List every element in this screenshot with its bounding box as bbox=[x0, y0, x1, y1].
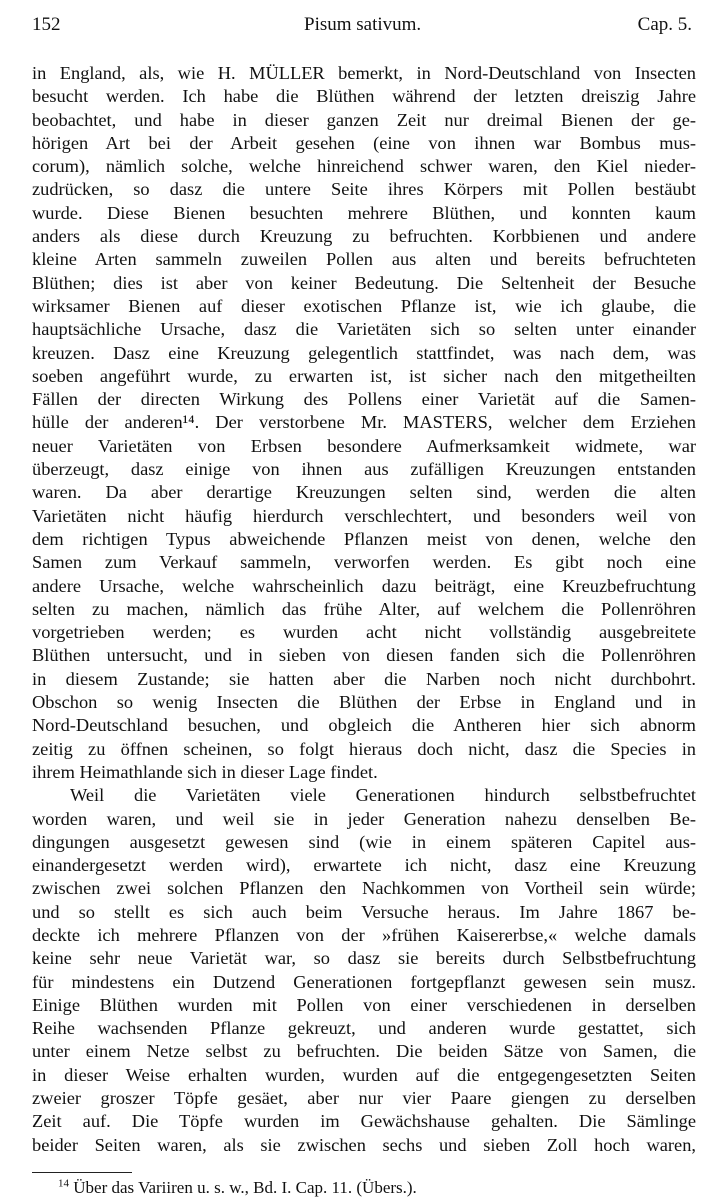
text-line: unter einem Netze selbst zu befruchten. Die beiden Sätze von Samen, die bbox=[32, 1041, 696, 1062]
text-line: ihrem Heimathlande sich in dieser Lage findet. bbox=[32, 761, 378, 782]
text-line: neuer Varietäten von Erbsen besondere Aufmerksamkeit widmete, war bbox=[32, 435, 696, 456]
text-line: besucht werden. Ich habe die Blüthen während der letzten dreiszig Jahre bbox=[32, 86, 696, 107]
text-line: in dieser Weise erhalten wurden, wurden auf die entgegengesetzten Seiten bbox=[32, 1064, 696, 1085]
text-line: anders als diese durch Kreuzung zu befruchten. Korbbienen und andere bbox=[32, 226, 696, 247]
text-line: kleine Arten sammeln zuweilen Pollen aus alten und bereits befruchteten bbox=[32, 249, 696, 270]
footnote-text: Über das Variiren u. s. w., Bd. I. Cap. 11. (Übers.). bbox=[73, 1178, 417, 1197]
footnote bbox=[58, 1178, 417, 1198]
text-line: Varietäten nicht häufig hierdurch verschlechtert, und besonders weil von bbox=[32, 505, 696, 526]
text-line: und so stellt es sich auch beim Versuche heraus. Im Jahre 1867 be- bbox=[32, 901, 696, 922]
text-line: in diesem Zustande; sie hatten aber die Narben noch nicht durchbohrt. bbox=[32, 668, 696, 689]
text-line: andere Ursache, welche wahrscheinlich dazu beiträgt, eine Kreuzbefruchtung bbox=[32, 575, 696, 596]
footnote-marker: 14 bbox=[58, 1177, 69, 1190]
text-line: zwischen zwei solchen Pflanzen den Nachkommen von Vortheil sein würde; bbox=[32, 878, 696, 899]
text-line: keine sehr neue Varietät war, so dasz sie bereits durch Selbstbefruchtung bbox=[32, 948, 696, 969]
text-line: Blüthen untersucht, und in sieben von diesen fanden sich die Pollenröhren bbox=[32, 645, 696, 666]
body-text bbox=[32, 62, 696, 1157]
text-line: corum), nämlich solche, welche hinreichend schwer waren, den Kiel nieder- bbox=[32, 156, 696, 177]
running-title: Pisum sativum. bbox=[304, 14, 422, 35]
text-line: Weil die Varietäten viele Generationen hindurch selbstbefruchtet bbox=[70, 785, 696, 806]
text-line: beobachtet, und habe in dieser ganzen Zeit nur dreimal Bienen der ge- bbox=[32, 109, 696, 130]
footnote-rule bbox=[32, 1172, 132, 1173]
page-header bbox=[32, 14, 692, 40]
text-line: Nord-Deutschland besuchen, und obgleich die Antheren hier sich abnorm bbox=[32, 715, 696, 736]
text-line: in England, als, wie H. MÜLLER bemerkt, in Nord-Deutschland von Insecten bbox=[32, 63, 696, 83]
text-line: selten zu machen, nämlich das frühe Alter, auf welchem die Pollenröhren bbox=[32, 598, 696, 619]
page-number: 152 bbox=[32, 14, 61, 35]
text-line: hülle der anderen¹⁴. Der verstorbene Mr. MASTERS, welcher dem Erziehen bbox=[32, 412, 696, 433]
text-line: waren. Da aber derartige Kreuzungen selten sind, werden die alten bbox=[32, 482, 696, 503]
text-line: Einige Blüthen wurden mit Pollen von einer verschiedenen in derselben bbox=[32, 994, 696, 1015]
text-line: wurde. Diese Bienen besuchten mehrere Blüthen, und konnten kaum bbox=[32, 202, 696, 223]
text-line: deckte ich mehrere Pflanzen von der »frühen Kaisererbse,« welche damals bbox=[32, 924, 696, 945]
text-line: zudrücken, so dasz die untere Seite ihres Körpers mit Pollen bestäubt bbox=[32, 179, 696, 200]
text-line: Fällen der directen Wirkung des Pollens einer Varietät auf die Samen- bbox=[32, 389, 696, 410]
text-line: einandergesetzt werden wird), erwartete ich nicht, dasz eine Kreuzung bbox=[32, 855, 696, 876]
chapter-label: Cap. 5. bbox=[637, 14, 692, 35]
text-line: zweier groszer Töpfe gesäet, aber nur vier Paare giengen zu derselben bbox=[32, 1088, 696, 1109]
text-line: Samen zum Verkauf sammeln, verworfen werden. Es gibt noch eine bbox=[32, 552, 696, 573]
text-line: überzeugt, dasz einige von ihnen aus zufälligen Kreuzungen entstanden bbox=[32, 459, 696, 480]
text-line: dem richtigen Typus abweichende Pflanzen meist von denen, welche den bbox=[32, 528, 696, 549]
text-line: zeitig zu öffnen scheinen, so folgt hieraus doch nicht, dasz die Species in bbox=[32, 738, 696, 759]
text-line: wirksamer Bienen auf dieser exotischen Pflanze ist, wie ich glaube, die bbox=[32, 295, 696, 316]
text-line: hauptsächliche Ursache, dasz die Varietäten sich so selten unter einander bbox=[32, 319, 696, 340]
text-line: kreuzen. Dasz eine Kreuzung gelegentlich stattfindet, was nach dem, was bbox=[32, 342, 696, 363]
text-line: vorgetrieben werden; es wurden acht nicht vollständig ausgebreitete bbox=[32, 622, 696, 643]
text-line: Reihe wachsenden Pflanze gekreuzt, und anderen wurde gestattet, sich bbox=[32, 1018, 696, 1039]
text-line: hörigen Art bei der Arbeit gesehen (eine von ihnen war Bombus mus- bbox=[32, 132, 696, 153]
text-line: Zeit auf. Die Töpfe wurden im Gewächshause gehalten. Die Sämlinge bbox=[32, 1111, 696, 1132]
text-line: dingungen ausgesetzt gewesen sind (wie in einem späteren Capitel aus- bbox=[32, 831, 696, 852]
text-line: für mindestens ein Dutzend Generationen fortgepflanzt gewesen sein musz. bbox=[32, 971, 696, 992]
text-line: beider Seiten waren, als sie zwischen sechs und sieben Zoll hoch waren, bbox=[32, 1134, 696, 1155]
text-line: Obschon so wenig Insecten die Blüthen der Erbse in England und in bbox=[32, 692, 696, 713]
text-line: Blüthen; dies ist aber von keiner Bedeutung. Die Seltenheit der Besuche bbox=[32, 272, 696, 293]
text-line: worden waren, und weil sie in jeder Generation nahezu denselben Be- bbox=[32, 808, 696, 829]
text-line: soeben angeführt wurde, zu erwarten ist, ist sicher nach den mitgetheilten bbox=[32, 365, 696, 386]
